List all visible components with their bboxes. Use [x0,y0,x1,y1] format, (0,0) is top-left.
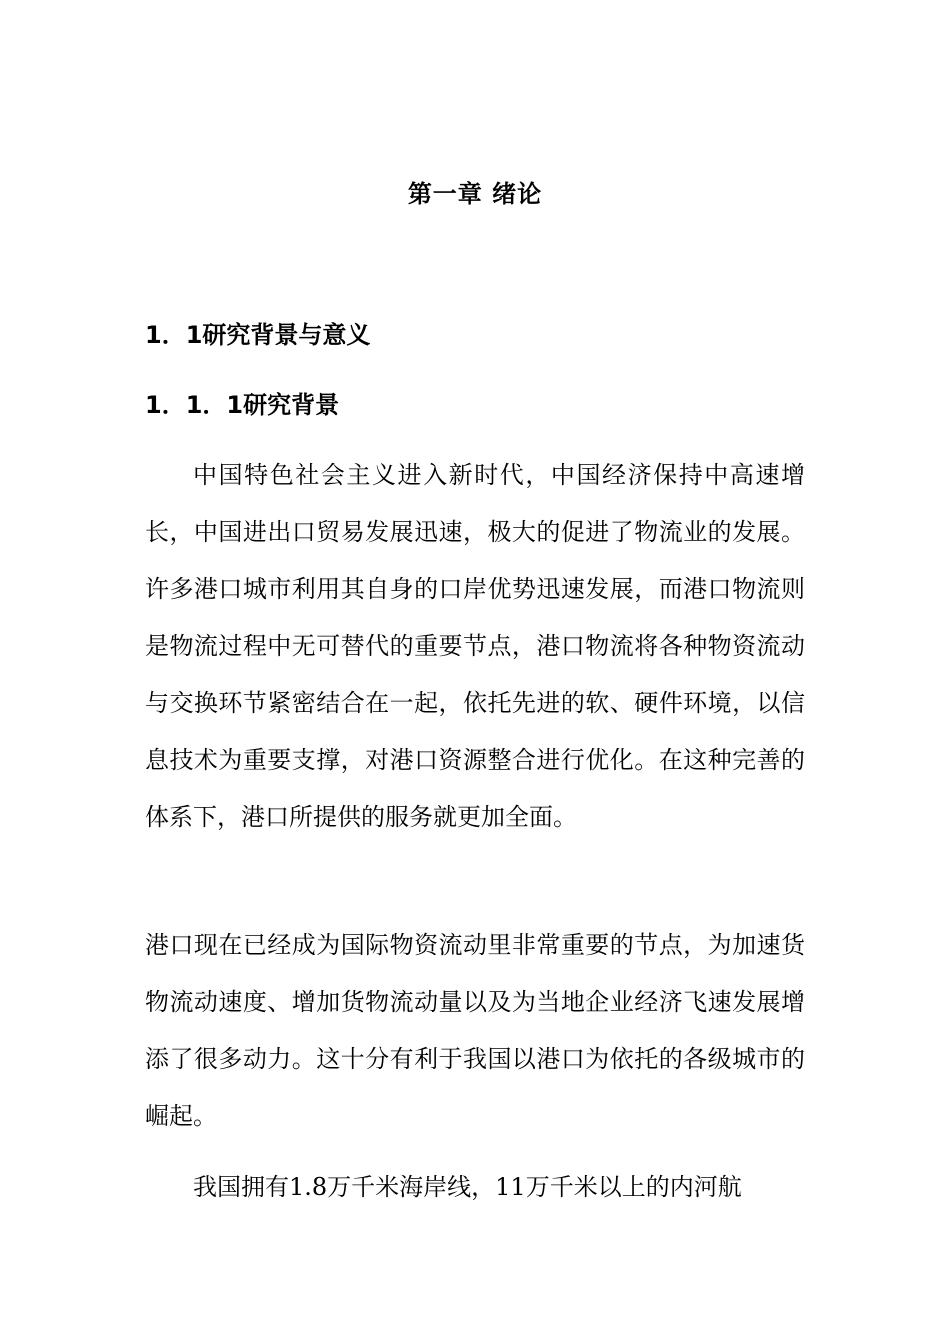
chapter-title: 第一章 绪论 [407,180,543,208]
paragraph-1: 中国特色社会主义进入新时代，中国经济保持中高速增长，中国进出口贸易发展迅速，极大的促进了物流业的发展。许多港口城市利用其自身的口岸优势迅速发展，而港口物流则是物流过程中无可替代的重要节点，港口物流将各种物资流动与交换环节紧密结合在一起，依托先进的软、硬件环境，以信息技术为重要支撑，对港口资源整合进行优化。在这种完善的体系下，港口所提供的服务就更加全面。 [145,461,805,831]
paragraph-2: 港口现在已经成为国际物资流动里非常重要的节点，为加速货物流动速度、增加货物流动量以及为当地企业经济飞速发展增添了很多动力。这十分有利于我国以港口为依托的各级城市的崛起。 [145,931,805,1130]
section-heading: 1．1研究背景与意义 [145,321,371,349]
subsection-heading: 1．1．1研究背景 [145,391,340,419]
paragraph-3: 我国拥有1.8万千米海岸线，11万千米以上的内河航 [193,1173,742,1201]
